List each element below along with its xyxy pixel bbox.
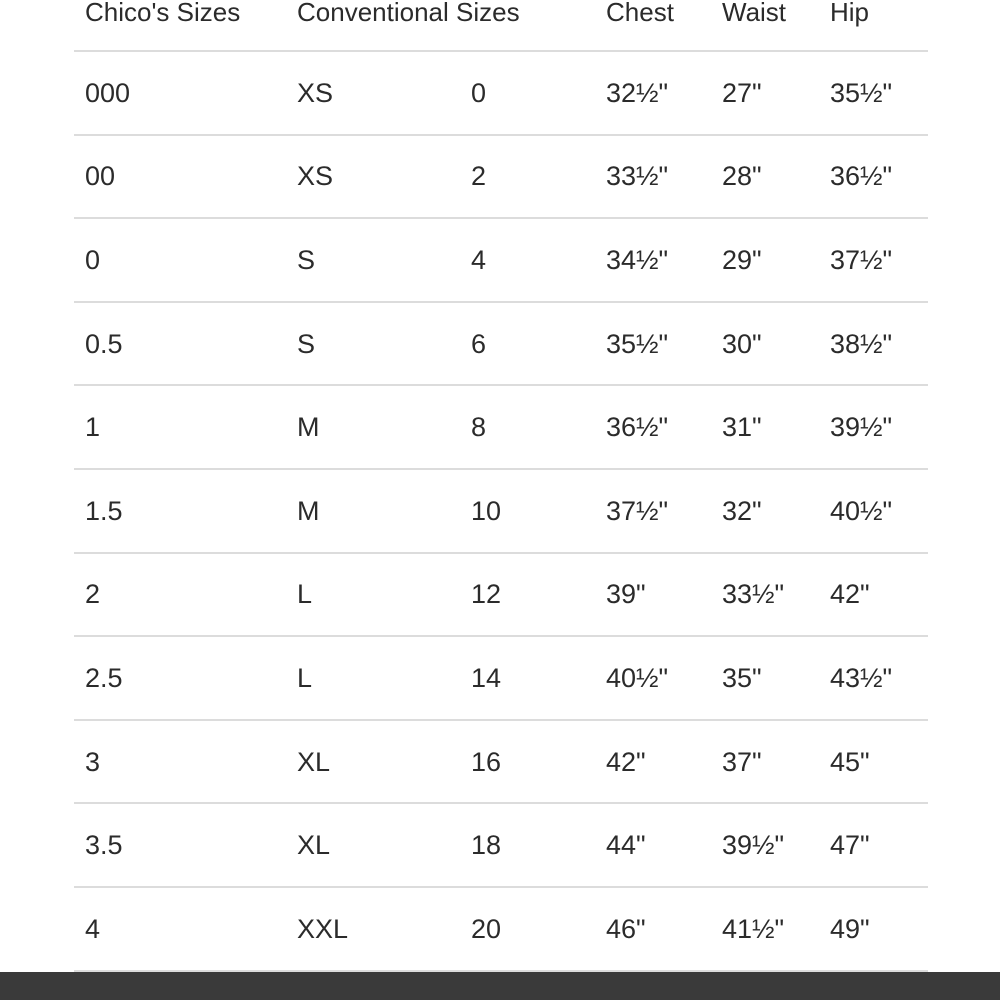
table-row [74, 52, 928, 136]
cell-number-size: 20 [471, 913, 502, 944]
cell-hip: 43½" [830, 662, 893, 693]
cell-chicos-size: 1.5 [85, 495, 123, 526]
cell-waist: 41½" [722, 913, 785, 944]
size-chart-table [74, 0, 928, 972]
cell-waist: 28" [722, 161, 762, 192]
cell-number-size: 6 [471, 328, 487, 359]
cell-hip: 35½" [830, 77, 893, 108]
cell-chest: 42" [606, 746, 646, 777]
table-header-row [74, 0, 928, 52]
cell-number-size: 0 [471, 77, 487, 108]
cell-waist: 31" [722, 412, 762, 443]
cell-letter-size: XXL [297, 913, 349, 944]
cell-waist: 35" [722, 662, 762, 693]
cell-chest: 33½" [606, 161, 669, 192]
bottom-bar [0, 972, 1000, 1000]
table-row [74, 721, 928, 805]
cell-letter-size: XL [297, 830, 331, 861]
table-row [74, 136, 928, 220]
cell-letter-size: XS [297, 77, 334, 108]
cell-waist: 32" [722, 495, 762, 526]
header-chicos-sizes: Chico's Sizes [85, 0, 241, 27]
cell-waist: 37" [722, 746, 762, 777]
cell-number-size: 2 [471, 161, 487, 192]
cell-waist: 29" [722, 244, 762, 275]
cell-letter-size: M [297, 412, 320, 443]
cell-waist: 33½" [722, 579, 785, 610]
cell-letter-size: L [297, 579, 313, 610]
cell-chicos-size: 3.5 [85, 830, 123, 861]
cell-chest: 44" [606, 830, 646, 861]
cell-number-size: 4 [471, 244, 487, 275]
cell-waist: 30" [722, 328, 762, 359]
cell-chicos-size: 3 [85, 746, 101, 777]
cell-chest: 32½" [606, 77, 669, 108]
cell-chest: 36½" [606, 412, 669, 443]
cell-number-size: 18 [471, 830, 502, 861]
cell-chicos-size: 4 [85, 913, 101, 944]
cell-letter-size: S [297, 244, 316, 275]
cell-chicos-size: 1 [85, 412, 101, 443]
cell-hip: 42" [830, 579, 870, 610]
cell-chicos-size: 2 [85, 579, 101, 610]
table-row [74, 637, 928, 721]
table-row [74, 554, 928, 638]
table-row [74, 470, 928, 554]
table-row [74, 386, 928, 470]
header-conventional-sizes: Conventional Sizes [297, 0, 520, 27]
cell-number-size: 16 [471, 746, 502, 777]
cell-hip: 45" [830, 746, 870, 777]
cell-number-size: 14 [471, 662, 502, 693]
cell-waist: 39½" [722, 830, 785, 861]
header-hip: Hip [830, 0, 870, 27]
header-chest: Chest [606, 0, 674, 27]
cell-chicos-size: 00 [85, 161, 116, 192]
cell-chicos-size: 0 [85, 244, 101, 275]
cell-hip: 37½" [830, 244, 893, 275]
cell-letter-size: S [297, 328, 316, 359]
cell-letter-size: XS [297, 161, 334, 192]
table-row [74, 888, 928, 972]
cell-chest: 46" [606, 913, 646, 944]
table-row [74, 303, 928, 387]
cell-hip: 36½" [830, 161, 893, 192]
cell-chest: 39" [606, 579, 646, 610]
header-waist: Waist [722, 0, 787, 27]
cell-chicos-size: 2.5 [85, 662, 123, 693]
cell-letter-size: XL [297, 746, 331, 777]
cell-chest: 37½" [606, 495, 669, 526]
cell-chest: 35½" [606, 328, 669, 359]
cell-letter-size: L [297, 662, 313, 693]
cell-chest: 40½" [606, 662, 669, 693]
cell-chicos-size: 0.5 [85, 328, 123, 359]
table-row [74, 804, 928, 888]
cell-number-size: 10 [471, 495, 502, 526]
cell-hip: 49" [830, 913, 870, 944]
cell-waist: 27" [722, 77, 762, 108]
table-row [74, 219, 928, 303]
cell-hip: 47" [830, 830, 870, 861]
cell-letter-size: M [297, 495, 320, 526]
cell-hip: 40½" [830, 495, 893, 526]
cell-number-size: 8 [471, 412, 487, 443]
cell-chicos-size: 000 [85, 77, 131, 108]
cell-number-size: 12 [471, 579, 502, 610]
cell-hip: 39½" [830, 412, 893, 443]
cell-chest: 34½" [606, 244, 669, 275]
cell-hip: 38½" [830, 328, 893, 359]
